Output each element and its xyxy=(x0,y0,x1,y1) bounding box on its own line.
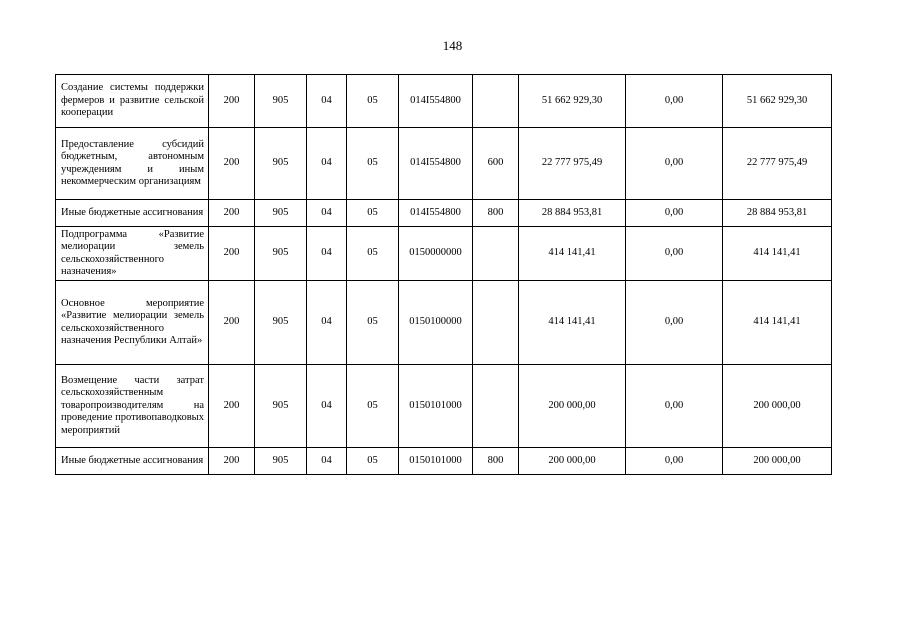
table-row xyxy=(56,281,832,365)
table-row xyxy=(56,227,832,281)
target-article-cell: 0150101000 xyxy=(399,448,473,475)
code-cell: 200 xyxy=(209,75,255,128)
target-article-cell: 0150101000 xyxy=(399,365,473,448)
subsection-cell: 05 xyxy=(347,227,399,281)
section-cell: 04 xyxy=(307,200,347,227)
section-cell: 04 xyxy=(307,281,347,365)
subsection-cell: 05 xyxy=(347,128,399,200)
subsection-cell: 05 xyxy=(347,448,399,475)
code-cell: 200 xyxy=(209,200,255,227)
sum-cell-3: 414 141,41 xyxy=(723,227,832,281)
dept-cell: 905 xyxy=(255,365,307,448)
expense-type-cell: 800 xyxy=(473,200,519,227)
table-row xyxy=(56,448,832,475)
expense-type-cell: 600 xyxy=(473,128,519,200)
target-article-cell: 014I554800 xyxy=(399,128,473,200)
subsection-cell: 05 xyxy=(347,200,399,227)
row-name-cell: Возмещение части затрат сельскохозяйственным товаропроизводителям на проведение противопаводковых мероприятий xyxy=(56,365,209,448)
target-article-cell: 0150000000 xyxy=(399,227,473,281)
sum-cell-2: 0,00 xyxy=(626,200,723,227)
table-row xyxy=(56,365,832,448)
sum-cell-1: 414 141,41 xyxy=(519,227,626,281)
sum-cell-3: 22 777 975,49 xyxy=(723,128,832,200)
sum-cell-1: 22 777 975,49 xyxy=(519,128,626,200)
code-cell: 200 xyxy=(209,448,255,475)
table-row xyxy=(56,128,832,200)
dept-cell: 905 xyxy=(255,448,307,475)
sum-cell-2: 0,00 xyxy=(626,281,723,365)
code-cell: 200 xyxy=(209,365,255,448)
dept-cell: 905 xyxy=(255,75,307,128)
subsection-cell: 05 xyxy=(347,365,399,448)
dept-cell: 905 xyxy=(255,227,307,281)
sum-cell-2: 0,00 xyxy=(626,365,723,448)
sum-cell-3: 28 884 953,81 xyxy=(723,200,832,227)
code-cell: 200 xyxy=(209,281,255,365)
section-cell: 04 xyxy=(307,448,347,475)
row-name-cell: Иные бюджетные ассигнования xyxy=(56,448,209,475)
sum-cell-2: 0,00 xyxy=(626,227,723,281)
sum-cell-3: 414 141,41 xyxy=(723,281,832,365)
section-cell: 04 xyxy=(307,75,347,128)
table-row xyxy=(56,75,832,128)
row-name-cell: Создание системы поддержки фермеров и развитие сельской кооперации xyxy=(56,75,209,128)
sum-cell-1: 200 000,00 xyxy=(519,448,626,475)
target-article-cell: 014I554800 xyxy=(399,75,473,128)
code-cell: 200 xyxy=(209,128,255,200)
sum-cell-1: 28 884 953,81 xyxy=(519,200,626,227)
row-name-cell: Основное мероприятие «Развитие мелиорации земель сельскохозяйственного назначения Республики Алтай» xyxy=(56,281,209,365)
sum-cell-1: 414 141,41 xyxy=(519,281,626,365)
target-article-cell: 0150100000 xyxy=(399,281,473,365)
sum-cell-2: 0,00 xyxy=(626,75,723,128)
section-cell: 04 xyxy=(307,365,347,448)
page-number: 148 xyxy=(442,38,463,53)
expense-type-cell xyxy=(473,281,519,365)
target-article-cell: 014I554800 xyxy=(399,200,473,227)
code-cell: 200 xyxy=(209,227,255,281)
expense-type-cell xyxy=(473,75,519,128)
subsection-cell: 05 xyxy=(347,75,399,128)
table-row xyxy=(56,200,832,227)
row-name-cell: Подпрограмма «Развитие мелиорации земель сельскохозяйственного назначения» xyxy=(56,227,209,281)
row-name-cell: Иные бюджетные ассигнования xyxy=(56,200,209,227)
row-name-cell: Предоставление субсидий бюджетным, автономным учреждениям и иным некоммерческим организациям xyxy=(56,128,209,200)
dept-cell: 905 xyxy=(255,128,307,200)
dept-cell: 905 xyxy=(255,200,307,227)
sum-cell-3: 200 000,00 xyxy=(723,448,832,475)
sum-cell-1: 200 000,00 xyxy=(519,365,626,448)
sum-cell-3: 51 662 929,30 xyxy=(723,75,832,128)
expense-type-cell xyxy=(473,227,519,281)
dept-cell: 905 xyxy=(255,281,307,365)
subsection-cell: 05 xyxy=(347,281,399,365)
expense-type-cell xyxy=(473,365,519,448)
budget-table xyxy=(55,74,832,475)
section-cell: 04 xyxy=(307,227,347,281)
section-cell: 04 xyxy=(307,128,347,200)
sum-cell-1: 51 662 929,30 xyxy=(519,75,626,128)
sum-cell-2: 0,00 xyxy=(626,128,723,200)
sum-cell-2: 0,00 xyxy=(626,448,723,475)
expense-type-cell: 800 xyxy=(473,448,519,475)
sum-cell-3: 200 000,00 xyxy=(723,365,832,448)
